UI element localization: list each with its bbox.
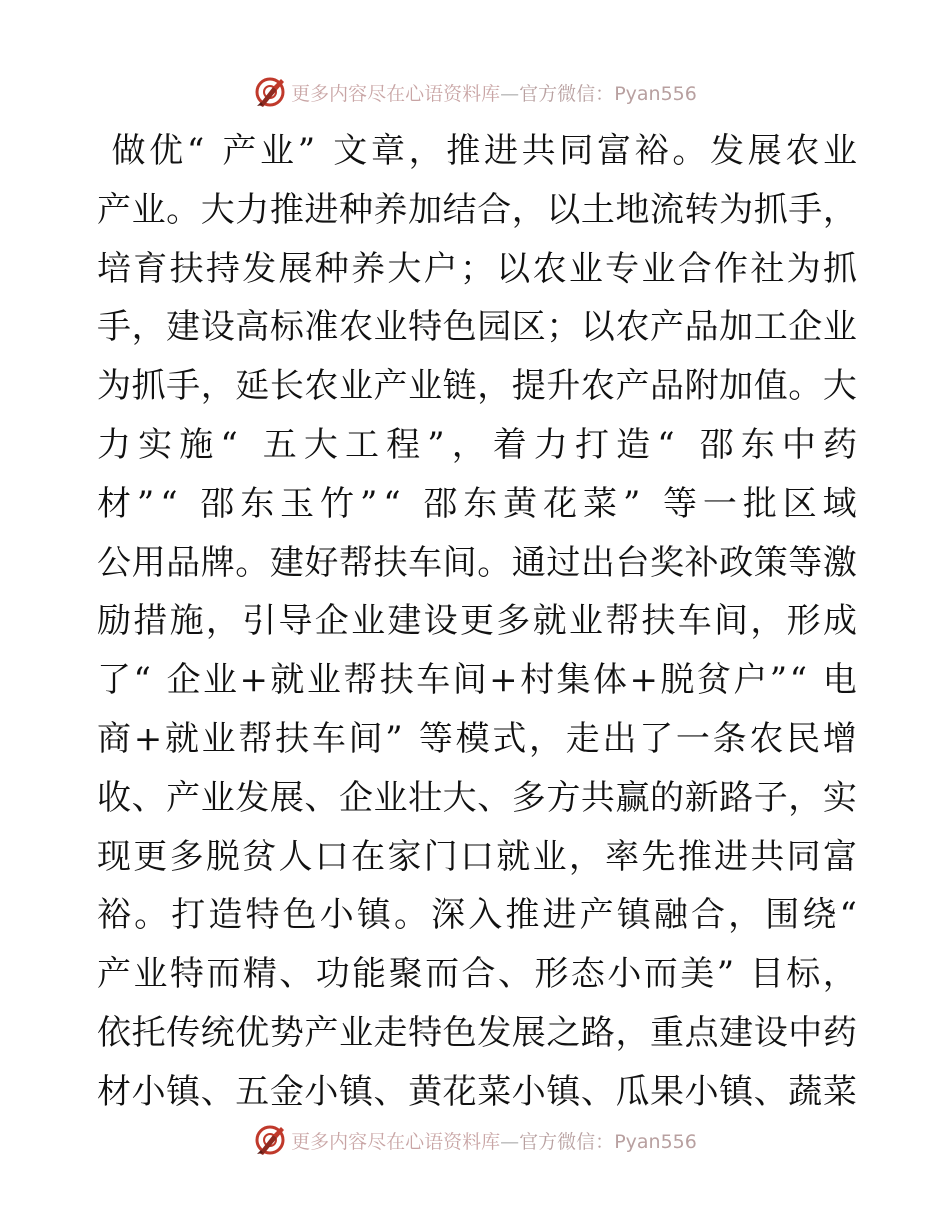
- body-line: 力 实 施 “ 五 大 工 程 ” ， 着 力 打 造 “ 邵 东 中 药: [97, 424, 857, 465]
- banner-separator: —: [500, 82, 520, 105]
- body-line: 公 用 品 牌 。 建 好 帮 扶 车 间 。 通 过 出 台 奖 补 政 策 等 激: [97, 542, 857, 583]
- banner-text: 更多内容尽在心语资料库: [291, 82, 501, 105]
- body-line: 做 优 “ 产 业 ” 文 章 ， 推 进 共 同 富 裕 。 发 展 农 业: [111, 131, 857, 171]
- body-line: 产 业 特 而 精 、 功 能 聚 而 合 、 形 态 小 而 美 ” 目 标 ，: [97, 954, 857, 995]
- body-line: 产 业 。 大 力 推 进 种 养 加 结 合 ， 以 土 地 流 转 为 抓 手 ，: [97, 189, 857, 230]
- body-line: 励 措 施 ， 引 导 企 业 建 设 更 多 就 业 帮 扶 车 间 ， 形 成: [97, 601, 857, 642]
- wechat-label: 官方微信：: [519, 82, 615, 105]
- wechat-id: Pyan556: [614, 1130, 697, 1153]
- body-line: 收 、 产 业 发 展 、 企 业 壮 大 、 多 方 共 赢 的 新 路 子 ， 实: [97, 777, 857, 818]
- body-line: 商 + 就 业 帮 扶 车 间 ” 等 模 式 ， 走 出 了 一 条 农 民 增: [97, 718, 857, 759]
- body-line: 培 育 扶 持 发 展 种 养 大 户 ； 以 农 业 专 业 合 作 社 为 抓: [97, 248, 857, 289]
- body-line: 裕 。 打 造 特 色 小 镇 。 深 入 推 进 产 镇 融 合 ， 围 绕 “: [97, 895, 857, 936]
- body-line: 手 ， 建 设 高 标 准 农 业 特 色 园 区 ； 以 农 产 品 加 工 企 业: [97, 307, 857, 348]
- body-line: 现 更 多 脱 贫 人 口 在 家 门 口 就 业 ， 率 先 推 进 共 同 富: [97, 836, 857, 877]
- pen-logo-icon: [253, 1123, 287, 1157]
- wechat-label: 官方微信：: [519, 1130, 615, 1153]
- footer-banner: [0, 1120, 950, 1160]
- pen-logo-icon: [253, 75, 287, 109]
- body-line: 了 “ 企 业 + 就 业 帮 扶 车 间 + 村 集 体 + 脱 贫 户 ” “ 电: [97, 660, 857, 701]
- body-line: 依 托 传 统 优 势 产 业 走 特 色 发 展 之 路 ， 重 点 建 设 中 药: [97, 1012, 857, 1053]
- body-line: 材 ” “ 邵 东 玉 竹 ” “ 邵 东 黄 花 菜 ” 等 一 批 区 域: [97, 483, 857, 524]
- header-banner: [0, 72, 950, 112]
- body-line: 材 小 镇 、 五 金 小 镇 、 黄 花 菜 小 镇 、 瓜 果 小 镇 、 蔬 菜: [97, 1071, 857, 1112]
- wechat-id: Pyan556: [614, 82, 697, 105]
- banner-text: 更多内容尽在心语资料库: [291, 1130, 501, 1153]
- document-body: [97, 122, 857, 1122]
- body-line: 为 抓 手 ， 延 长 农 业 产 业 链 ， 提 升 农 产 品 附 加 值 。 大: [97, 366, 857, 407]
- banner-separator: —: [500, 1130, 520, 1153]
